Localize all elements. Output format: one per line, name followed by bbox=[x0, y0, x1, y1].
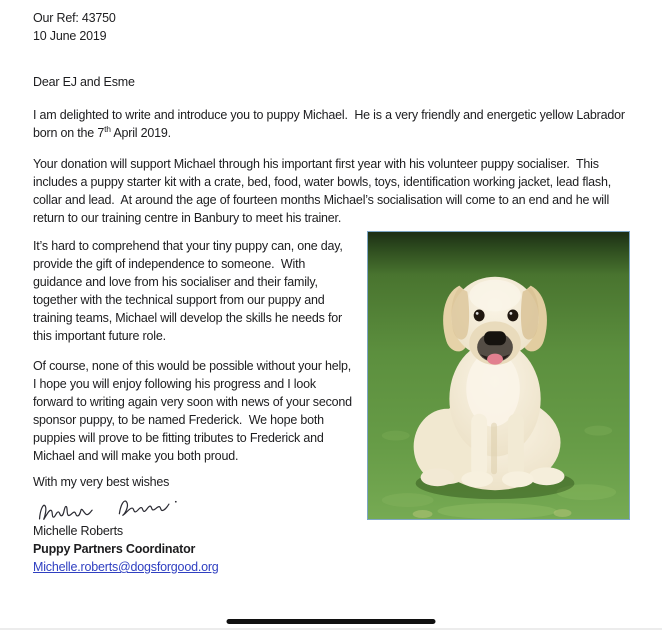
paragraph-comprehend: It’s hard to comprehend that your tiny puppy can, one day, provide the gift of independence to someone. With guidance and love from his socialiser and their family, together with the technical support from our puppy and training teams, Michael will develop the skills he needs for this important future role. bbox=[33, 239, 346, 343]
salutation: Dear EJ and Esme bbox=[33, 75, 135, 89]
signer-title: Puppy Partners Coordinator bbox=[33, 542, 196, 556]
paragraph-intro-tail: April 2019. bbox=[110, 126, 171, 140]
signature-image bbox=[35, 493, 193, 521]
reference-line: Our Ref: 43750 bbox=[33, 11, 116, 25]
closing-line: With my very best wishes bbox=[33, 475, 170, 489]
paragraph-donation: Your donation will support Michael through his important first year with his volunteer puppy socialiser. This includes a puppy starter kit with a crate, bed, food, water bowls, toys, identification working jacket, lead flash, collar and lead. At around the age of fourteen months Michael’s socialisation will come to an end and he will return to our training centre in Banbury to meet his trainer. bbox=[33, 157, 615, 225]
home-indicator-bar[interactable] bbox=[227, 619, 436, 624]
puppy-photo bbox=[367, 231, 630, 520]
signer-name: Michelle Roberts bbox=[33, 524, 123, 538]
ordinal-superscript: th bbox=[104, 123, 111, 134]
date-line: 10 June 2019 bbox=[33, 29, 107, 43]
paragraph-intro-text: I am delighted to write and introduce you to puppy Michael. He is a very friendly and energetic yellow Labrador born on the 7 bbox=[33, 108, 629, 140]
puppy-photo-illustration bbox=[368, 232, 629, 519]
paragraph-thanks: Of course, none of this would be possible without your help, I hope you will enjoy following his progress and I look forward to writing again very soon with news of your second sponsor puppy, to be named Frederick. We hope both puppies will prove to be fitting tributes to Frederick and Michael and will make you both proud. bbox=[33, 359, 356, 463]
email-line bbox=[33, 558, 630, 576]
paragraph-intro bbox=[33, 106, 630, 142]
email-link[interactable]: Michelle.roberts@dogsforgood.org bbox=[33, 560, 219, 574]
